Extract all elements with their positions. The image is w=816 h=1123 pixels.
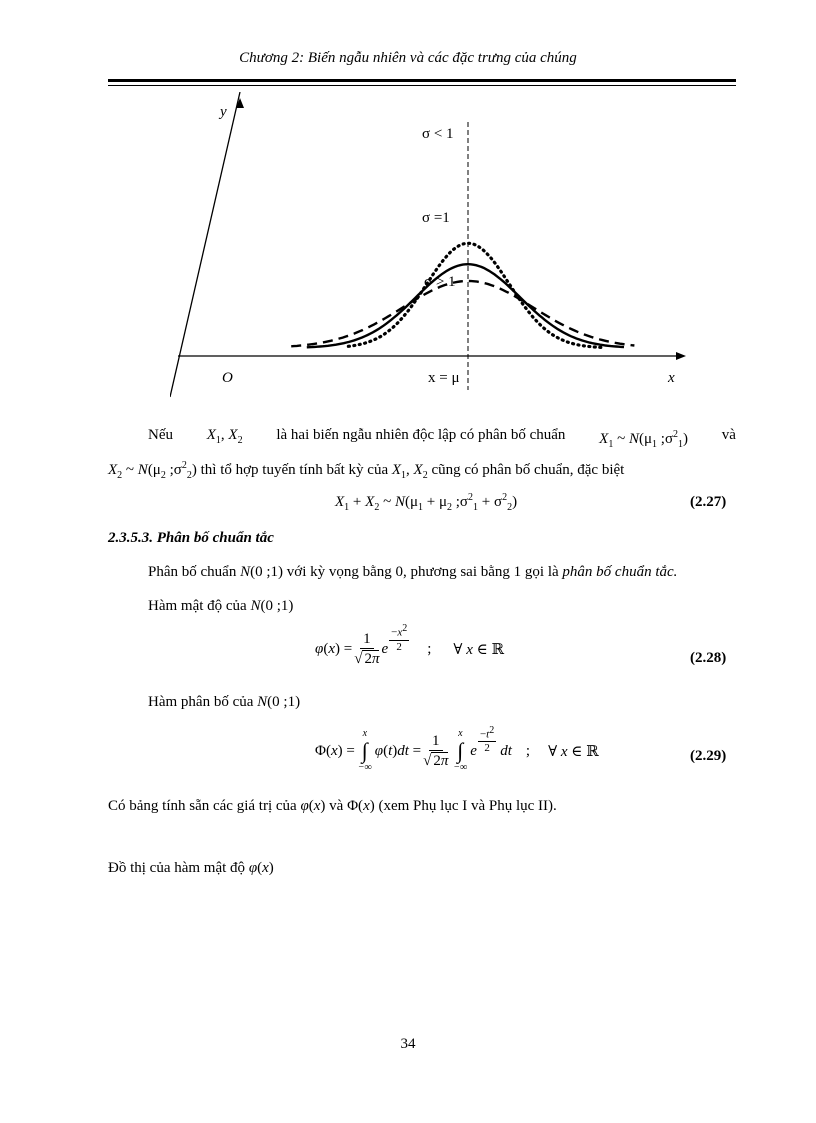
header-rule-thin bbox=[108, 85, 736, 86]
page-number: 34 bbox=[400, 1036, 416, 1052]
para1-line1: Nếu $X_1$, $X_2$ là hai biến ngẫu nhiên độc lập có phân bố chuẩn $X_1$ ~ $N(\mu_1$ $;\sigma^2_1$) và bbox=[148, 427, 736, 450]
section-title: 2.3.5.3. Phân bố chuẩn tắc bbox=[108, 530, 274, 546]
origin-label: O bbox=[222, 370, 233, 386]
y-axis-label: y bbox=[220, 104, 227, 120]
curve-sigma-eq-1 bbox=[307, 264, 624, 347]
legend-sigma-lt-1: σ < 1 bbox=[422, 126, 454, 142]
para-density: Hàm mật độ của N(0 ;1) bbox=[148, 598, 294, 614]
page-header: Chương 2: Biến ngẫu nhiên và các đặc trưng của chúng bbox=[239, 50, 577, 66]
eq-number-2-28: (2.28) bbox=[690, 650, 727, 666]
legend-sigma-eq-1: σ =1 bbox=[422, 210, 450, 226]
para-distribution: Hàm phân bố của N(0 ;1) bbox=[148, 694, 301, 710]
curve-sigma-lt-1 bbox=[348, 243, 603, 347]
legend-sigma-gt-1: σ > 1 bbox=[424, 274, 456, 290]
eq-number-2-29: (2.29) bbox=[690, 748, 727, 764]
para-graph: Đồ thị của hàm mật độ φ(x) bbox=[108, 860, 274, 876]
para-table: Có bảng tính sẵn các giá trị của φ(x) và Φ(x) (xem Phụ lục I và Phụ lục II). bbox=[108, 798, 557, 814]
curve-sigma-gt-1 bbox=[291, 281, 634, 346]
y-axis bbox=[170, 92, 240, 397]
equation-2-28: φ(x) = $\frac{1}{√ 2\pi}$ e $-x^2$ 2 ; ∀ x ∈ ℝ bbox=[315, 623, 504, 667]
mean-label: x = μ bbox=[428, 370, 460, 386]
normal-density-chart bbox=[170, 92, 700, 412]
equation-2-29: Φ(x) = x ∫ −∞ φ(t)dt = $\frac{1}{√ 2\pi}$ x ∫ −∞ e $-t^2$ 2 dt ; ∀ x ∈ ℝ bbox=[315, 724, 599, 773]
x-axis-label: x bbox=[668, 370, 675, 386]
para1-line2: $X_2$ ~ $N(\mu_2$ $;\sigma^2_2$) thì tổ hợp tuyến tính bất kỳ của $X_1$, $X_2$ cũng có phân bố chuẩn, đặc biệt bbox=[108, 460, 625, 481]
header-rule-thick bbox=[108, 79, 736, 82]
para-standard-normal: Phân bố chuẩn N(0 ;1) với kỳ vọng bằng 0, phương sai bằng 1 gọi là phân bố chuẩn tắc. bbox=[148, 564, 678, 580]
x-axis-arrow bbox=[676, 352, 686, 360]
equation-2-27: $X_1 + X_2$ ~ $N(\mu_1 + \mu_2$ $;\sigma^2_1 + \sigma^2_2$) bbox=[335, 492, 518, 513]
eq-number-2-27: (2.27) bbox=[690, 494, 727, 510]
